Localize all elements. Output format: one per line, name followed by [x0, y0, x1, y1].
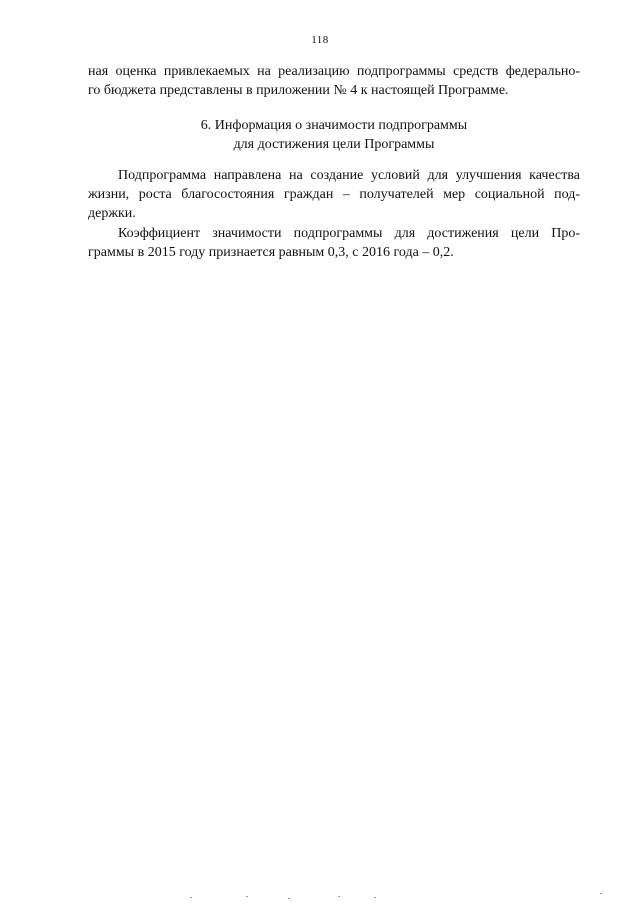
scan-speck: [600, 893, 602, 894]
section-heading-line-2: для достижения цели Программы: [233, 137, 435, 152]
paragraph-1-line-2: жизни, роста благосостояния граждан – получателей мер социальной под-: [88, 187, 580, 202]
scan-speck: [246, 896, 248, 897]
paragraph-2-line-2: граммы в 2015 году признается равным 0,3, с 2016 года – 0,2.: [88, 245, 454, 260]
paragraph-2-line-1: Коэффициент значимости подпрограммы для достижения цели Про-: [118, 226, 580, 241]
section-heading-line-1: 6. Информация о значимости подпрограммы: [200, 118, 468, 133]
scan-speck: [374, 897, 376, 898]
carryover-line-1: ная оценка привлекаемых на реализацию подпрограммы средств федерально-: [88, 64, 580, 79]
scan-speck: [288, 898, 290, 899]
paragraph-1-line-1: Подпрограмма направлена на создание условий для улучшения качества: [118, 168, 580, 183]
scan-specks: [170, 891, 610, 901]
paragraph-1-line-3: держки.: [88, 206, 136, 221]
page-number: 118: [311, 34, 329, 46]
scan-speck: [338, 896, 340, 897]
carryover-line-2: го бюджета представлены в приложении № 4 к настоящей Программе.: [88, 83, 509, 98]
scan-speck: [190, 897, 192, 898]
